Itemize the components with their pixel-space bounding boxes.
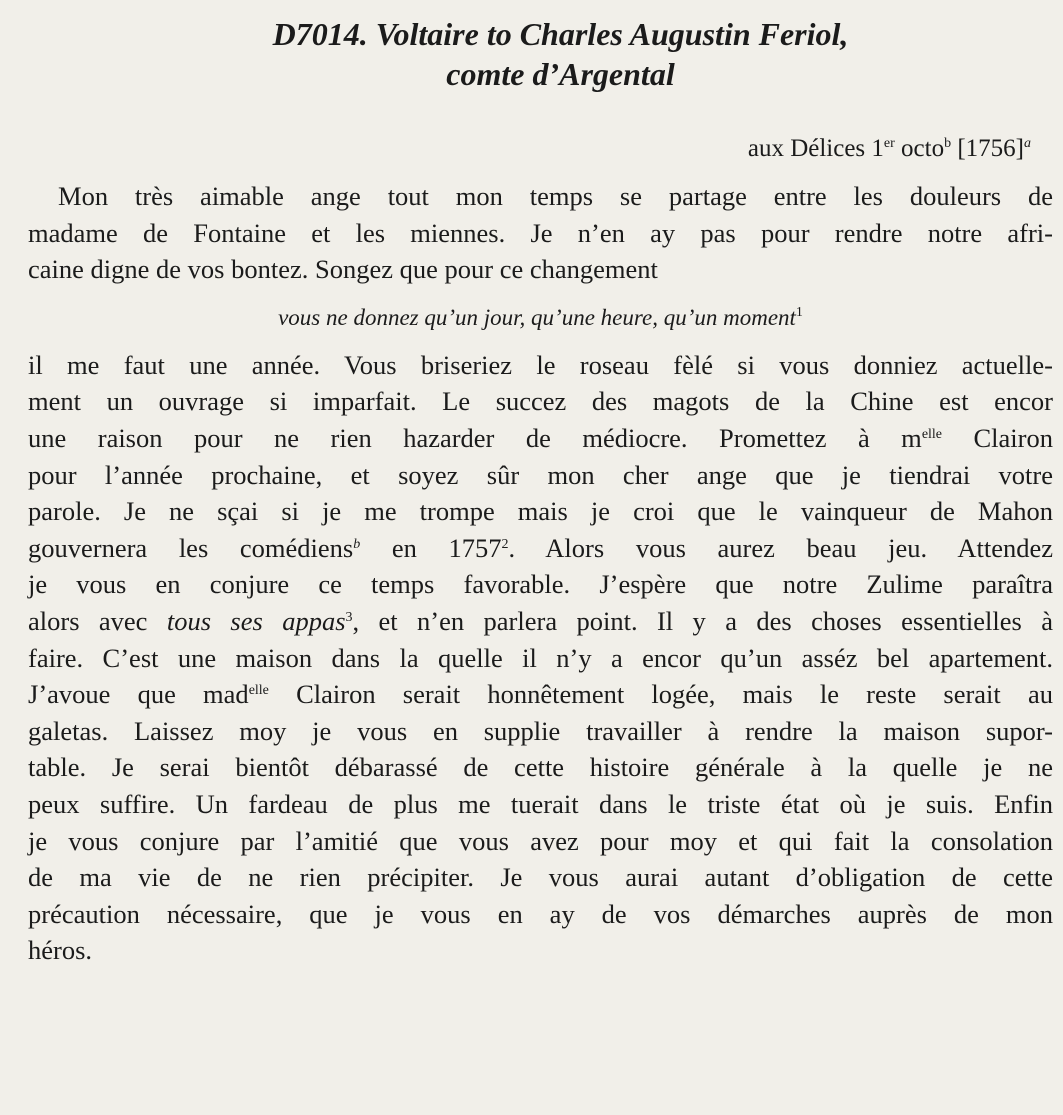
- paragraph-2-line: faire. C’est une maison dans la quelle il n’y a encor qu’un asséz bel apartement.: [28, 642, 1053, 673]
- italic-phrase: tous ses appas: [166, 605, 346, 636]
- footnote-ref-1: 1: [795, 304, 803, 320]
- dateline-sup-b: b: [944, 136, 952, 151]
- line-text: une raison pour ne rien hazarder de médiocre. Promettez à m: [28, 422, 922, 453]
- dateline-month: octo: [894, 135, 945, 162]
- verse-quote-text: vous ne donnez qu’un jour, qu’une heure, qu’un moment: [278, 304, 796, 330]
- paragraph-2-line: [28, 420, 1053, 457]
- paragraph-2-line: je vous conjure par l’amitié que vous avez pour moy et qui fait la consolation: [28, 825, 1053, 856]
- paragraph-2-line: table. Je serai bientôt débarassé de cette histoire générale à la quelle je ne: [28, 752, 1053, 783]
- paragraph-2-line: héros.: [28, 935, 93, 966]
- paragraph-1-line: madame de Fontaine et les miennes. Je n’en ay pas pour rendre notre afri-: [28, 217, 1053, 248]
- paragraph-1-line: caine digne de vos bontez. Songez que pour ce changement: [28, 254, 658, 285]
- paragraph-2-line: galetas. Laissez moy je vous en supplie travailler à rendre la maison supor-: [28, 715, 1053, 746]
- footnote-ref-2: 2: [501, 536, 509, 552]
- paragraph-2-line: parole. Je ne sçai si je me trompe mais je croi que le vainqueur de Mahon: [28, 496, 1053, 527]
- dateline-year: [1756]: [951, 135, 1024, 162]
- heading-line-1: D7014. Voltaire to Charles Augustin Feriol,: [272, 16, 849, 52]
- footnote-ref-3: 3: [345, 609, 353, 625]
- dateline-sup-er: er: [883, 136, 895, 151]
- paragraph-2-line: [28, 676, 1053, 713]
- line-text: . Alors vous aurez beau jeu. Attendez: [508, 532, 1053, 563]
- paragraph-2-line: de ma vie de ne rien précipiter. Je vous aurai autant d’obligation de cette: [28, 862, 1053, 893]
- paragraph-2-line: il me faut une année. Vous briseriez le roseau fèlé si vous donniez actuelle-: [28, 349, 1053, 380]
- line-text: Clairon serait honnêtement logée, mais le reste serait au: [268, 679, 1053, 710]
- paragraph-2-line: précaution nécessaire, que je vous en ay de vos démarches auprès de mon: [28, 898, 1053, 929]
- abbrev-sup: elle: [248, 683, 269, 699]
- line-text: gouvernera les comédiens: [28, 532, 354, 563]
- dateline: [28, 132, 1053, 166]
- paragraph-1-line: Mon très aimable ange tout mon temps se partage entre les douleurs de: [58, 181, 1053, 211]
- dateline-note-a: a: [1024, 136, 1031, 151]
- paragraph-2: [28, 347, 1053, 969]
- paragraph-2-line: [28, 530, 1053, 567]
- line-text: , et n’en parlera point. Il y a des choses essentielles à: [352, 605, 1053, 636]
- paragraph-2-line: je vous en conjure ce temps favorable. J’espère que notre Zulime paraîtra: [28, 569, 1053, 600]
- textual-note-b: b: [353, 536, 361, 552]
- line-text: J’avoue que mad: [28, 679, 249, 710]
- line-text: en 1757: [360, 532, 502, 563]
- line-text: Clairon: [942, 422, 1053, 453]
- heading-line-2: comte d’Argental: [446, 56, 675, 92]
- paragraph-2-line: pour l’année prochaine, et soyez sûr mon cher ange que je tiendrai votre: [28, 459, 1053, 490]
- paragraph-2-line: peux suffire. Un fardeau de plus me tuerait dans le triste état où je suis. Enfin: [28, 788, 1053, 819]
- dateline-place: aux Délices 1: [747, 135, 884, 162]
- verse-quote: [28, 303, 1053, 333]
- abbrev-sup: elle: [921, 426, 943, 442]
- line-text: alors avec: [28, 605, 167, 636]
- paragraph-2-line: [28, 603, 1053, 640]
- paragraph-2-line: ment un ouvrage si imparfait. Le succez des magots de la Chine est encor: [28, 386, 1053, 417]
- letter-heading: [28, 14, 1053, 94]
- paragraph-1: [28, 178, 1053, 288]
